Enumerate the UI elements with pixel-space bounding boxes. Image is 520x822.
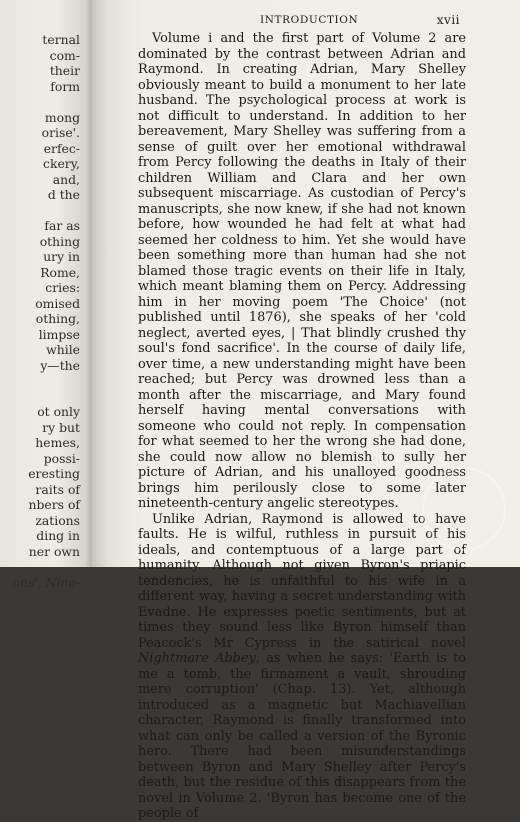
left-page-line: form	[50, 78, 80, 94]
left-page-line: their	[49, 63, 80, 78]
running-header	[92, 14, 520, 30]
left-page-line: ner own	[28, 543, 80, 559]
left-page-line: hemes,	[35, 435, 80, 450]
novel-title-italic: Nightmare Abbey	[138, 651, 256, 666]
left-page-line: orise'.	[41, 125, 80, 140]
left-page-line: d the	[47, 187, 80, 202]
paragraph-1: Volume i and the first part of Volume 2 are dominated by the contrast between Adrian and Raymond. In creating Adrian, Mary Shelley obviously meant to build a monument to her late husband. The psychological process at work is not difficult to understand. In addition to her bereavement, Mary Shelley was suffering from a sense of guilt over her emotional withdrawal from Percy following the deaths in Italy of their children William and Clara and her own subsequent miscarriage. As custodian of Percy's manuscripts, she now knew, if she had not known before, how wounded he had felt at what had seemed her coldness to him. Yet she would have been something more than human had she not blamed those tragic events on their life in Italy, which meant blaming them on Percy. Addressing him in her moving poem 'The Choice' (not published until 1876), she speaks of her 'cold neglect, averted eyes, | That blindly crushed thy soul's fond sacrifice'. In the course of daily life, over time, a new understanding might have been reached; but Percy was drowned less than a month after the miscarriage, and Mary found herself having mental conversations with someone who could not reply. In compensation for what seemed to her the wrong she had done, she could now allow no blemish to sully her picture of Adrian, and his unalloyed goodness brings him perilously close to some later nineteenth-century angelic stereotypes.	[138, 31, 466, 511]
left-page-line: nbers of	[28, 497, 80, 512]
left-page-line: Rome,	[40, 264, 80, 280]
left-page-line: ckery,	[43, 156, 80, 171]
left-page-line: othing,	[35, 311, 80, 326]
left-page-line: possi-	[43, 450, 80, 466]
left-page-line: zations	[35, 512, 80, 528]
paragraph-2	[138, 512, 466, 822]
left-facing-page	[0, 0, 92, 590]
body-text	[138, 31, 466, 822]
left-page-line: y—the	[40, 357, 80, 373]
running-head-title: INTRODUCTION	[260, 14, 359, 26]
left-page-line: omised	[35, 295, 80, 311]
left-page-line: erfec-	[43, 140, 80, 156]
page-number: xvii	[436, 13, 460, 27]
left-page-line: ons', Nine-	[12, 574, 80, 590]
paragraph-2-part-2: , as when he says: 'Earth is to me a tomb, the firmament a vault, shrouding mere corruption' (Chap. 13). Yet, although introduced as a magnetic but Machiavellian character, Raymond is finally transformed into what can only be called a version of the Byronic hero. There had been misunderstandings between Byron and Mary Shelley after Percy's death, but the residue of this disappears from the novel in Volume 2. 'Byron has become one of the people of	[138, 651, 466, 821]
left-page-line: limpse	[38, 326, 80, 342]
left-page-line: ternal	[42, 32, 80, 47]
left-page-line: and,	[52, 171, 80, 187]
left-page-line: com-	[49, 47, 80, 63]
left-page-line: othing	[39, 233, 80, 249]
right-page	[92, 0, 520, 821]
left-page-line: while	[46, 342, 80, 357]
left-page-line: cries:	[45, 280, 80, 295]
left-page-line: raits of	[35, 481, 80, 497]
paragraph-2-part-1: Unlike Adrian, Raymond is allowed to have faults. He is wilful, ruthless in pursuit of his ideals, and contemptuous of a large part of humanity. Although not given Byron's priapic tendencies, he is unfaithful to his wife in a different way, having a secret understanding with Evadne. He expresses poetic sentiments, but at times they sound less like Byron himself than Peacock's Mr Cypress in the satirical novel	[138, 511, 466, 651]
left-page-line: ury in	[43, 249, 80, 264]
left-page-line: mong	[44, 109, 80, 125]
left-page-line: ding in	[36, 528, 80, 543]
left-page-line: far as	[44, 218, 80, 233]
left-page-line: ot only	[37, 404, 80, 419]
left-page-line: ry but	[42, 419, 80, 435]
left-page-line: eresting	[28, 466, 80, 481]
